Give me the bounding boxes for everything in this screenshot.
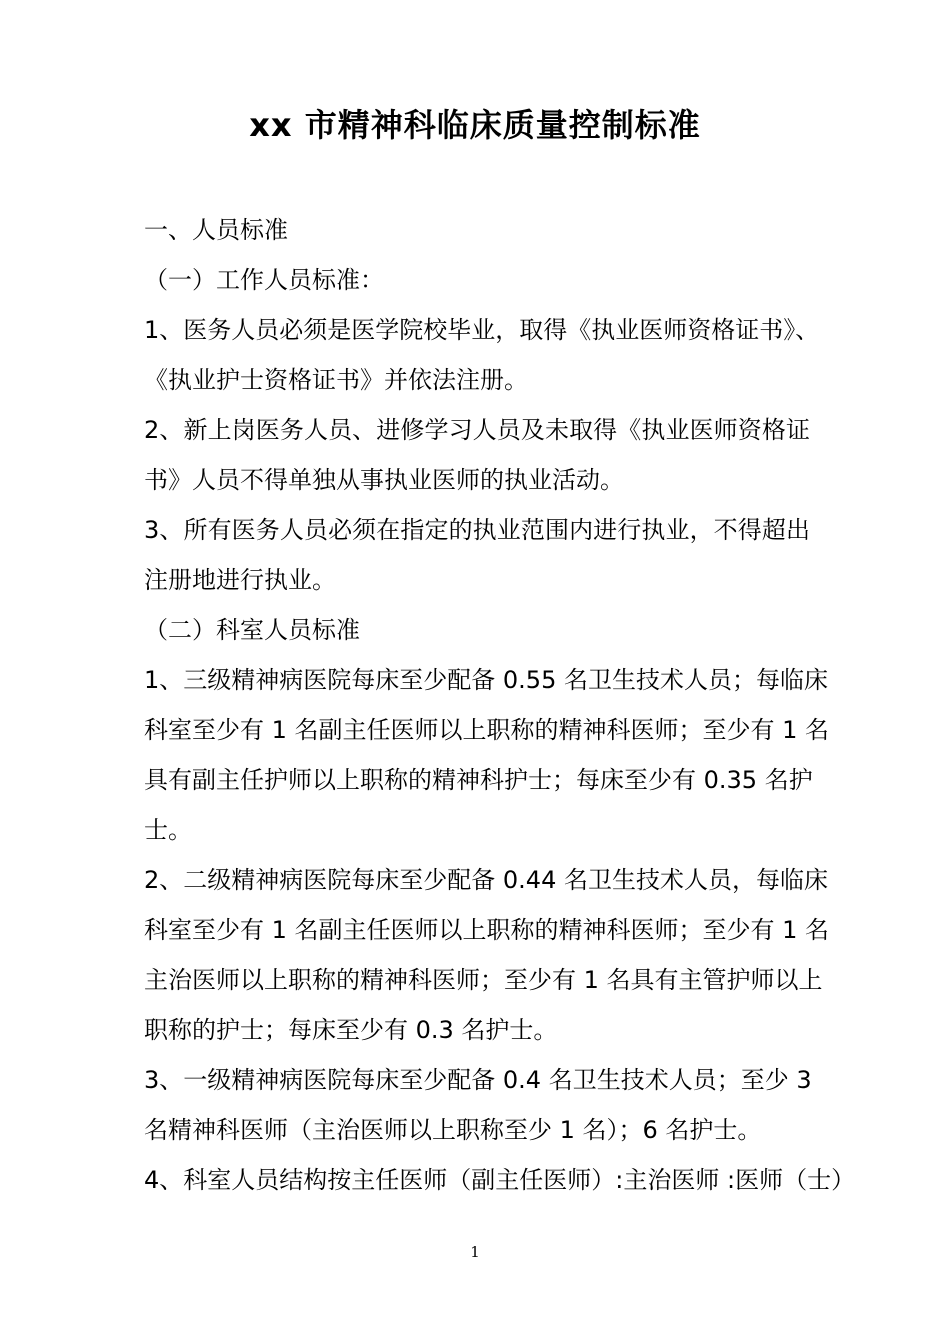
subsection-heading: （二）科室人员标准 (144, 616, 360, 644)
paragraph-line: 职称的护士；每床至少有 0.3 名护士。 (144, 1016, 558, 1044)
paragraph-line: 1、三级精神病医院每床至少配备 0.55 名卫生技术人员；每临床 (144, 666, 828, 694)
paragraph-line: 3、所有医务人员必须在指定的执业范围内进行执业，不得超出 (144, 516, 810, 544)
page-number: 1 (470, 1243, 480, 1261)
paragraph-line: 科室至少有 1 名副主任医师以上职称的精神科医师；至少有 1 名 (144, 716, 830, 744)
paragraph-line: 注册地进行执业。 (144, 566, 336, 594)
paragraph-line: 科室至少有 1 名副主任医师以上职称的精神科医师；至少有 1 名 (144, 916, 830, 944)
paragraph-line: 2、新上岗医务人员、进修学习人员及未取得《执业医师资格证 (144, 416, 810, 444)
document-title: xx 市精神科临床质量控制标准 (249, 106, 701, 144)
paragraph-line: 名精神科医师（主治医师以上职称至少 1 名）；6 名护士。 (144, 1116, 762, 1144)
section-heading: 一、人员标准 (144, 216, 288, 244)
paragraph-line: 4、科室人员结构按主任医师（副主任医师）:主治医师 :医师（士） (144, 1166, 856, 1194)
paragraph-line: 2、二级精神病医院每床至少配备 0.44 名卫生技术人员，每临床 (144, 866, 828, 894)
paragraph-line: 具有副主任护师以上职称的精神科护士；每床至少有 0.35 名护 (144, 766, 813, 794)
paragraph-line: 士。 (144, 816, 192, 844)
document-body (144, 205, 856, 1205)
paragraph-line: 《执业护士资格证书》并依法注册。 (144, 366, 528, 394)
paragraph-line: 主治医师以上职称的精神科医师；至少有 1 名具有主管护师以上 (144, 966, 823, 994)
paragraph-line: 书》人员不得单独从事执业医师的执业活动。 (144, 466, 624, 494)
paragraph-line: 1、医务人员必须是医学院校毕业，取得《执业医师资格证书》、 (144, 316, 820, 344)
subsection-heading: （一）工作人员标准： (144, 266, 384, 294)
paragraph-line: 3、一级精神病医院每床至少配备 0.4 名卫生技术人员；至少 3 (144, 1066, 812, 1094)
